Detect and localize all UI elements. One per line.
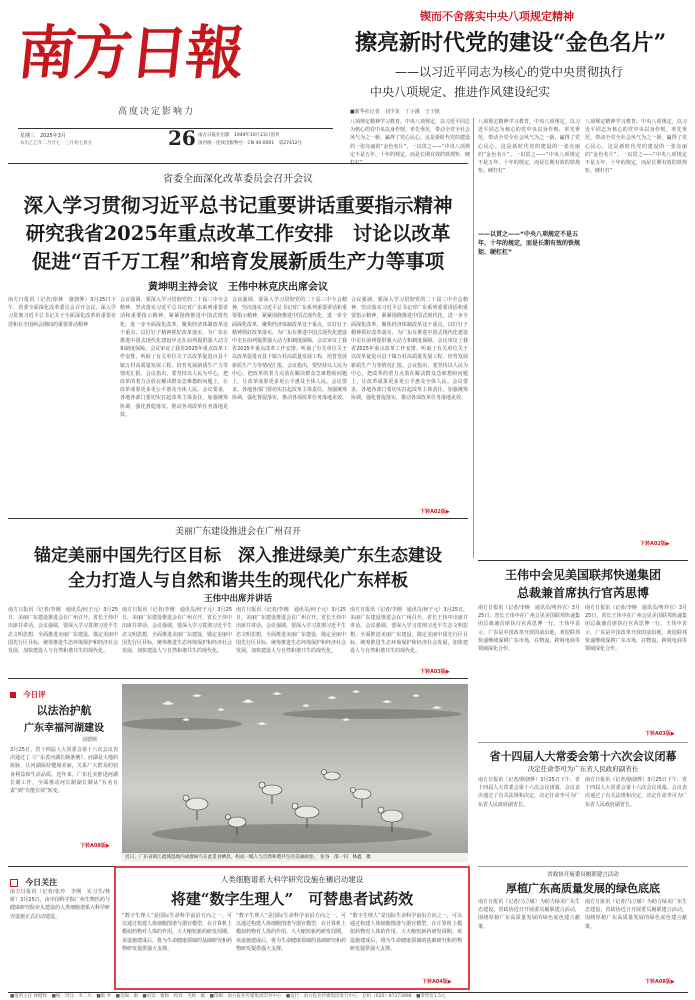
green-headline: 厚植广东高质量发展的绿色底底 (506, 882, 660, 895)
sidebar-rule (478, 560, 688, 561)
bird-flock-illustration (122, 684, 468, 862)
commentary-rule (8, 678, 468, 679)
focus-body-left: 南方日报讯（记者/张玲 李刚 实习生/林妍）3月25日，由中国科学院广州生物医药与健康研究院牵头建设的人类细胞谱系大科学研究设施正式启动建设。 (10, 889, 111, 920)
congress-body-col-2: 南方日报讯（记者/骆骁骅）3月25日下午，省十四届人大常委会第十六次会议闭幕。会议表决通过了有关法规和决定，决定任命李可为广东省人民政府副省长。 (585, 777, 687, 808)
logo-text: 南方日報 (14, 19, 246, 87)
commentary-jump[interactable]: 下转A08版▶ (80, 843, 110, 849)
masthead-dateline (18, 128, 333, 150)
sidebar-body-col-1: 南方日报讯（记者/李焕 通讯员/粤外宣）3月25日，省长王伟中在广州会见美国联邦快递集团总裁兼首席执行官芮思博一行。王伟中表示，广东是中国改革开放的前沿地，欢迎联邦快递继续深耕广东市场，在物流、跨境电商等领域深化合作。 (478, 605, 580, 653)
right-col-jump[interactable]: 下转A02版▶ (640, 541, 670, 547)
lead-headline-3: 促进“百千万工程”和培育发展新质生产力等事项 (31, 250, 445, 273)
second-headline-1: 锚定美丽中国先行区目标 深入推进绿美广东生态建设 (34, 546, 442, 566)
footer-credits: ■值班主任 林健师 ■统一责任：李二川 ■版 李 ■美编：谢 ■审读：谢师 校对：毛师 邮 ■印刷：南方报业传媒集团印务中心 ■发行：南方报业传媒集团发行中心 总机（020）87373998 ■零售价1.5元 (10, 994, 446, 999)
sidebar-headline-1: 王伟中会见美国联邦快递集团 (504, 568, 661, 582)
edition-info: 南方日报社出版 1949年10月23日创刊 (198, 133, 280, 138)
second-headline-2: 全力打造人与自然和谐共生的现代化广东样板 (68, 571, 408, 591)
focus-tag-label: 今日关注 (25, 878, 58, 887)
second-body-col-3: 南方日报讯（记者/李刚 通讯员/何子元）3月25日，美丽广东建设推进会在广州召开。省长王伟中出席并讲话。会议强调，要深入学习贯彻习近平生态文明思想，全面推进美丽广东建设，锚定美丽中国先行区目标，统筹推进生态环境保护和经济社会发展，加快建设人与自然和谐共生的现代化。 (236, 607, 347, 655)
banner-byline: ■新华社记者 刘少龙 丁小溪 王子铭 (350, 109, 440, 115)
second-body-col-1: 南方日报讯（记者/李刚 通讯员/何子元）3月25日，美丽广东建设推进会在广州召开。省长王伟中出席并讲话。会议强调，要深入学习贯彻习近平生态文明思想，全面推进美丽广东建设，锚定美丽中国先行区目标，统筹推进生态环境保护和经济社会发展，加快建设人与自然和谐共生的现代化。 (8, 607, 119, 655)
banner-subhead-2: 中央八项规定、推进作风建设纪实 (370, 85, 551, 99)
congress-rule (478, 742, 688, 743)
lead-byline-col: 南方日报讯（记者/徐林 骆骁骅）3月25日下午，省委全面深化改革委员会召开会议，深入学习贯彻习近平总书记关于全面深化改革的重要论述和在全国两会期间的重要讲话精神 (8, 297, 116, 328)
news-photo (122, 684, 468, 862)
commentary-tag-label: 今日评 (23, 690, 46, 699)
sidebar-body-col-2: 南方日报讯（记者/李焕 通讯员/粤外宣）3月25日，省长王伟中在广州会见美国联邦快递集团总裁兼首席执行官芮思博一行。王伟中表示，广东是中国改革开放的前沿地，欢迎联邦快递继续深耕广东市场，在物流、跨境电商等领域深化合作。 (585, 605, 687, 653)
commentary-author: 刘德斯 (82, 737, 98, 743)
second-kicker: 美丽广东建设推进会在广州召开 (174, 527, 301, 537)
congress-body-col-1: 南方日报讯（记者/骆骁骅）3月25日下午，省十四届人大常委会第十六次会议闭幕。会议表决通过了有关法规和决定，决定任命李可为广东省人民政府副省长。 (478, 777, 580, 808)
green-body-col-1: 南方日报讯（记者/马立敏）为助力绿美广东生态建设，省政协近日开展委员履职建言活动，围绕厚植广东高质量发展的绿色底色建言献策。 (478, 899, 580, 930)
green-body-col-2: 南方日报讯（记者/马立敏）为助力绿美广东生态建设，省政协近日开展委员履职建言活动，围绕厚植广东高质量发展的绿色底色建言献策。 (585, 899, 687, 930)
slogan: 高度决定影响力 (118, 107, 196, 117)
focus-body-col-3: “数字生理人”是国际生命科学前沿方向之一，可以通过构建人体细胞图谱与器官模型，在计算机上模拟药物对人体的作用，大大缩短新药研发周期。该设施建成后，将为生命健康领域的基础研究和药物研发提供强大支撑。 (350, 913, 462, 952)
lead-headline-1: 深入学习贯彻习近平总书记重要讲话重要指示精神 (23, 194, 453, 217)
second-jump[interactable]: 下转A03版▶ (420, 669, 450, 675)
second-body-col-2: 南方日报讯（记者/李刚 通讯员/何子元）3月25日，美丽广东建设推进会在广州召开。省长王伟中出席并讲话。会议强调，要深入学习贯彻习近平生态文明思想，全面推进美丽广东建设，锚定美丽中国先行区目标，统筹推进生态环境保护和经济社会发展，加快建设人与自然和谐共生的现代化。 (122, 607, 233, 655)
right-col-text-2: 八项规定精神学习教育。中央八项规定，以习近平同志为核心的党中央以身作则、率先垂范，带动全党全社会风气为之一新，赢得了党心民心。这是新时代党的建设的一张亮丽的“金色名片”。一以贯之——“中央八项规定不是五年、十年的规定，而是长期有效的铁规矩、硬杠杠” (585, 119, 687, 175)
second-body-col-4: 南方日报讯（记者/李刚 通讯员/何子元）3月25日，美丽广东建设推进会在广州召开。省长王伟中出席并讲话。会议强调，要深入学习贯彻习近平生态文明思想，全面推进美丽广东建设，锚定美丽中国先行区目标，统筹推进生态环境保护和经济社会发展，加快建设人与自然和谐共生的现代化。 (350, 607, 468, 655)
lunar-date: 农历乙巳年二月廿七 三月初七春分 (20, 141, 92, 146)
commentary-headline-2: 广东幸福河湖建设 (24, 723, 104, 734)
green-rule (478, 866, 688, 867)
lead-jump[interactable]: 下转A02版▶ (420, 509, 450, 515)
focus-tag (10, 872, 110, 887)
focus-body-col-1: “数字生理人”是国际生命科学前沿方向之一，可以通过构建人体细胞图谱与器官模型，在计算机上模拟药物对人体的作用，大大缩短新药研发周期。该设施建成后，将为生命健康领域的基础研究和药物研发提供强大支撑。 (122, 913, 233, 952)
photo-caption: 近日，广东省韩江流域湿地内成群候鸟在此觅食栖息，构成一幅人与自然和谐共生的美丽画卷。 张谷 邵一钊 林鑫 摄 (122, 853, 468, 862)
congress-subhead: 决定任命李可为广东省人民政府副省长 (527, 765, 639, 773)
sidebar-jump[interactable]: 下转A03版▶ (645, 731, 675, 737)
day-number: 26 (168, 126, 196, 150)
focus-jump[interactable]: 下转A04版▶ (422, 979, 452, 985)
focus-headline: 将建“数字生理人” 可替患者试药效 (170, 890, 414, 908)
second-rule (8, 518, 468, 519)
issue-info: 国内统一连续出版物号：CN 44-0001 第27412号 (198, 141, 303, 146)
green-kicker: 省政协开展委员履职建言活动 (547, 872, 619, 878)
lead-headline-2: 研究我省2025年重点改革工作安排 讨论以改革 (25, 222, 451, 245)
lead-kicker: 省委全面深化改革委员会召开会议 (163, 174, 313, 185)
commentary-tag (10, 684, 58, 699)
date-label: 星期三 2025年3月 (20, 133, 66, 139)
right-col-text-1: 八项规定精神学习教育。中央八项规定，以习近平同志为核心的党中央以身作则、率先垂范，带动全党全社会风气为之一新，赢得了党心民心。这是新时代党的建设的一张亮丽的“金色名片”。一以贯之——“中央八项规定不是五年、十年的规定，而是长期有效的铁规矩、硬杠杠” (478, 119, 580, 175)
commentary-headline-1: 以法治护航 (36, 704, 92, 717)
sidebar-headline-2: 总裁兼首席执行官芮思博 (516, 586, 649, 600)
banner-headline: 擦亮新时代党的建设“金色名片” (355, 30, 667, 56)
focus-tag-icon (10, 879, 18, 887)
focus-body-col-2: “数字生理人”是国际生命科学前沿方向之一，可以通过构建人体细胞图谱与器官模型，在计算机上模拟药物对人体的作用，大大缩短新药研发周期。该设施建成后，将为生命健康领域的基础研究和药物研发提供强大支撑。 (236, 913, 347, 952)
top-banner: 锲而不舍落实中央八项规定精神 (420, 10, 574, 23)
masthead-logo (14, 18, 268, 88)
right-col-divider (473, 118, 474, 558)
lead-body-col-3: 会议强调，要深入学习贯彻党的二十届三中全会精神，坚决落实习近平总书记对广东系列重要讲话和重要指示精神，紧紧围绕推进中国式现代化，进一步全面深化改革，聚焦经济体制改革这个重点，以钉钉子精神抓好改革落实，为广东在推进中国式现代化建设中走在前列提供强大动力和制度保障。会议审议了我省2025年重点改革工作安排，听取了有关单位关于以改革促进百县千镇万村高质量发展工程、培育发展新质生产力等情况汇报。会议指出，要坚持以人民为中心，把改革的着力点放在解决群众急难愁盼问题上，让改革成果更多更公平惠及全体人民。会议要求，各地各部门要切实扛起改革主体责任，加强统筹协调，强化督促落实，推动各项改革任务落地见效。 (232, 297, 348, 402)
banner-intro-text: 八项规定精神学习教育。中央八项规定，以习近平同志为核心的党中央以身作则、率先垂范，带动全党全社会风气为之一新，赢得了党心民心。这是新时代党的建设的一张亮丽的“金色名片”。一以贯之——“中央八项规定不是五年、十年的规定，而是长期有效的铁规矩、硬 (350, 119, 471, 158)
commentary-tag-icon (10, 692, 16, 698)
lead-body-col-2: 会议强调，要深入学习贯彻党的二十届三中全会精神，坚决落实习近平总书记对广东系列重要讲话和重要指示精神，紧紧围绕推进中国式现代化，进一步全面深化改革，聚焦经济体制改革这个重点，以钉钉子精神抓好改革落实，为广东在推进中国式现代化建设中走在前列提供强大动力和制度保障。会议审议了我省2025年重点改革工作安排，听取了有关单位关于以改革促进百县千镇万村高质量发展工程、培育发展新质生产力等情况汇报。会议指出，要坚持以人民为中心，把改革的着力点放在解决群众急难愁盼问题上，让改革成果更多更公平惠及全体人民。会议要求，各地各部门要切实扛起改革主体责任，加强统筹协调，强化督促落实，推动各项改革任务落地见效。 (120, 297, 228, 418)
right-col-quote: ——以贯之——“中央八项规定不是五年、十年的规定，而是长期有效的铁规矩、硬杠杠” (478, 231, 581, 256)
lead-subhead: 黄坤明主持会议 王伟中林克庆出席会议 (148, 282, 328, 293)
second-subhead: 王伟中出席并讲话 (203, 594, 272, 604)
congress-headline: 省十四届人大常委会第十六次会议闭幕 (489, 750, 677, 763)
lead-body-col-4: 会议强调，要深入学习贯彻党的二十届三中全会精神，坚决落实习近平总书记对广东系列重要讲话和重要指示精神，紧紧围绕推进中国式现代化，进一步全面深化改革，聚焦经济体制改革这个重点，以钉钉子精神抓好改革落实，为广东在推进中国式现代化建设中走在前列提供强大动力和制度保障。会议审议了我省2025年重点改革工作安排，听取了有关单位关于以改革促进百县千镇万村高质量发展工程、培育发展新质生产力等情况汇报。会议指出，要坚持以人民为中心，把改革的着力点放在解决群众急难愁盼问题上，让改革成果更多更公平惠及全体人民。会议要求，各地各部门要切实扛起改革主体责任，加强统筹协调，强化督促落实，推动各项改革任务落地见效。 (351, 297, 468, 402)
commentary-body: 3月25日，省十四届人大常委会第十六次会议表决通过了《广东省河湖长制条例》。河湖是大地的血脉，让河湖保持健康美丽，关系广大群众的切身利益和生活品质。近年来，广东扎实推进河湖长制工作，全面推动河长制湖长制从“有名有责”到“有能有效”转变。 (10, 747, 118, 795)
banner-subhead-1: ——以习近平同志为核心的党中央贯彻执行 (395, 65, 624, 79)
lead-rule (8, 163, 468, 164)
focus-kicker: 人类细胞谱系大科学研究设施在穗启动建设 (220, 875, 364, 884)
focus-highlight-box (114, 866, 470, 990)
green-jump[interactable]: 下转A08版▶ (645, 979, 675, 985)
